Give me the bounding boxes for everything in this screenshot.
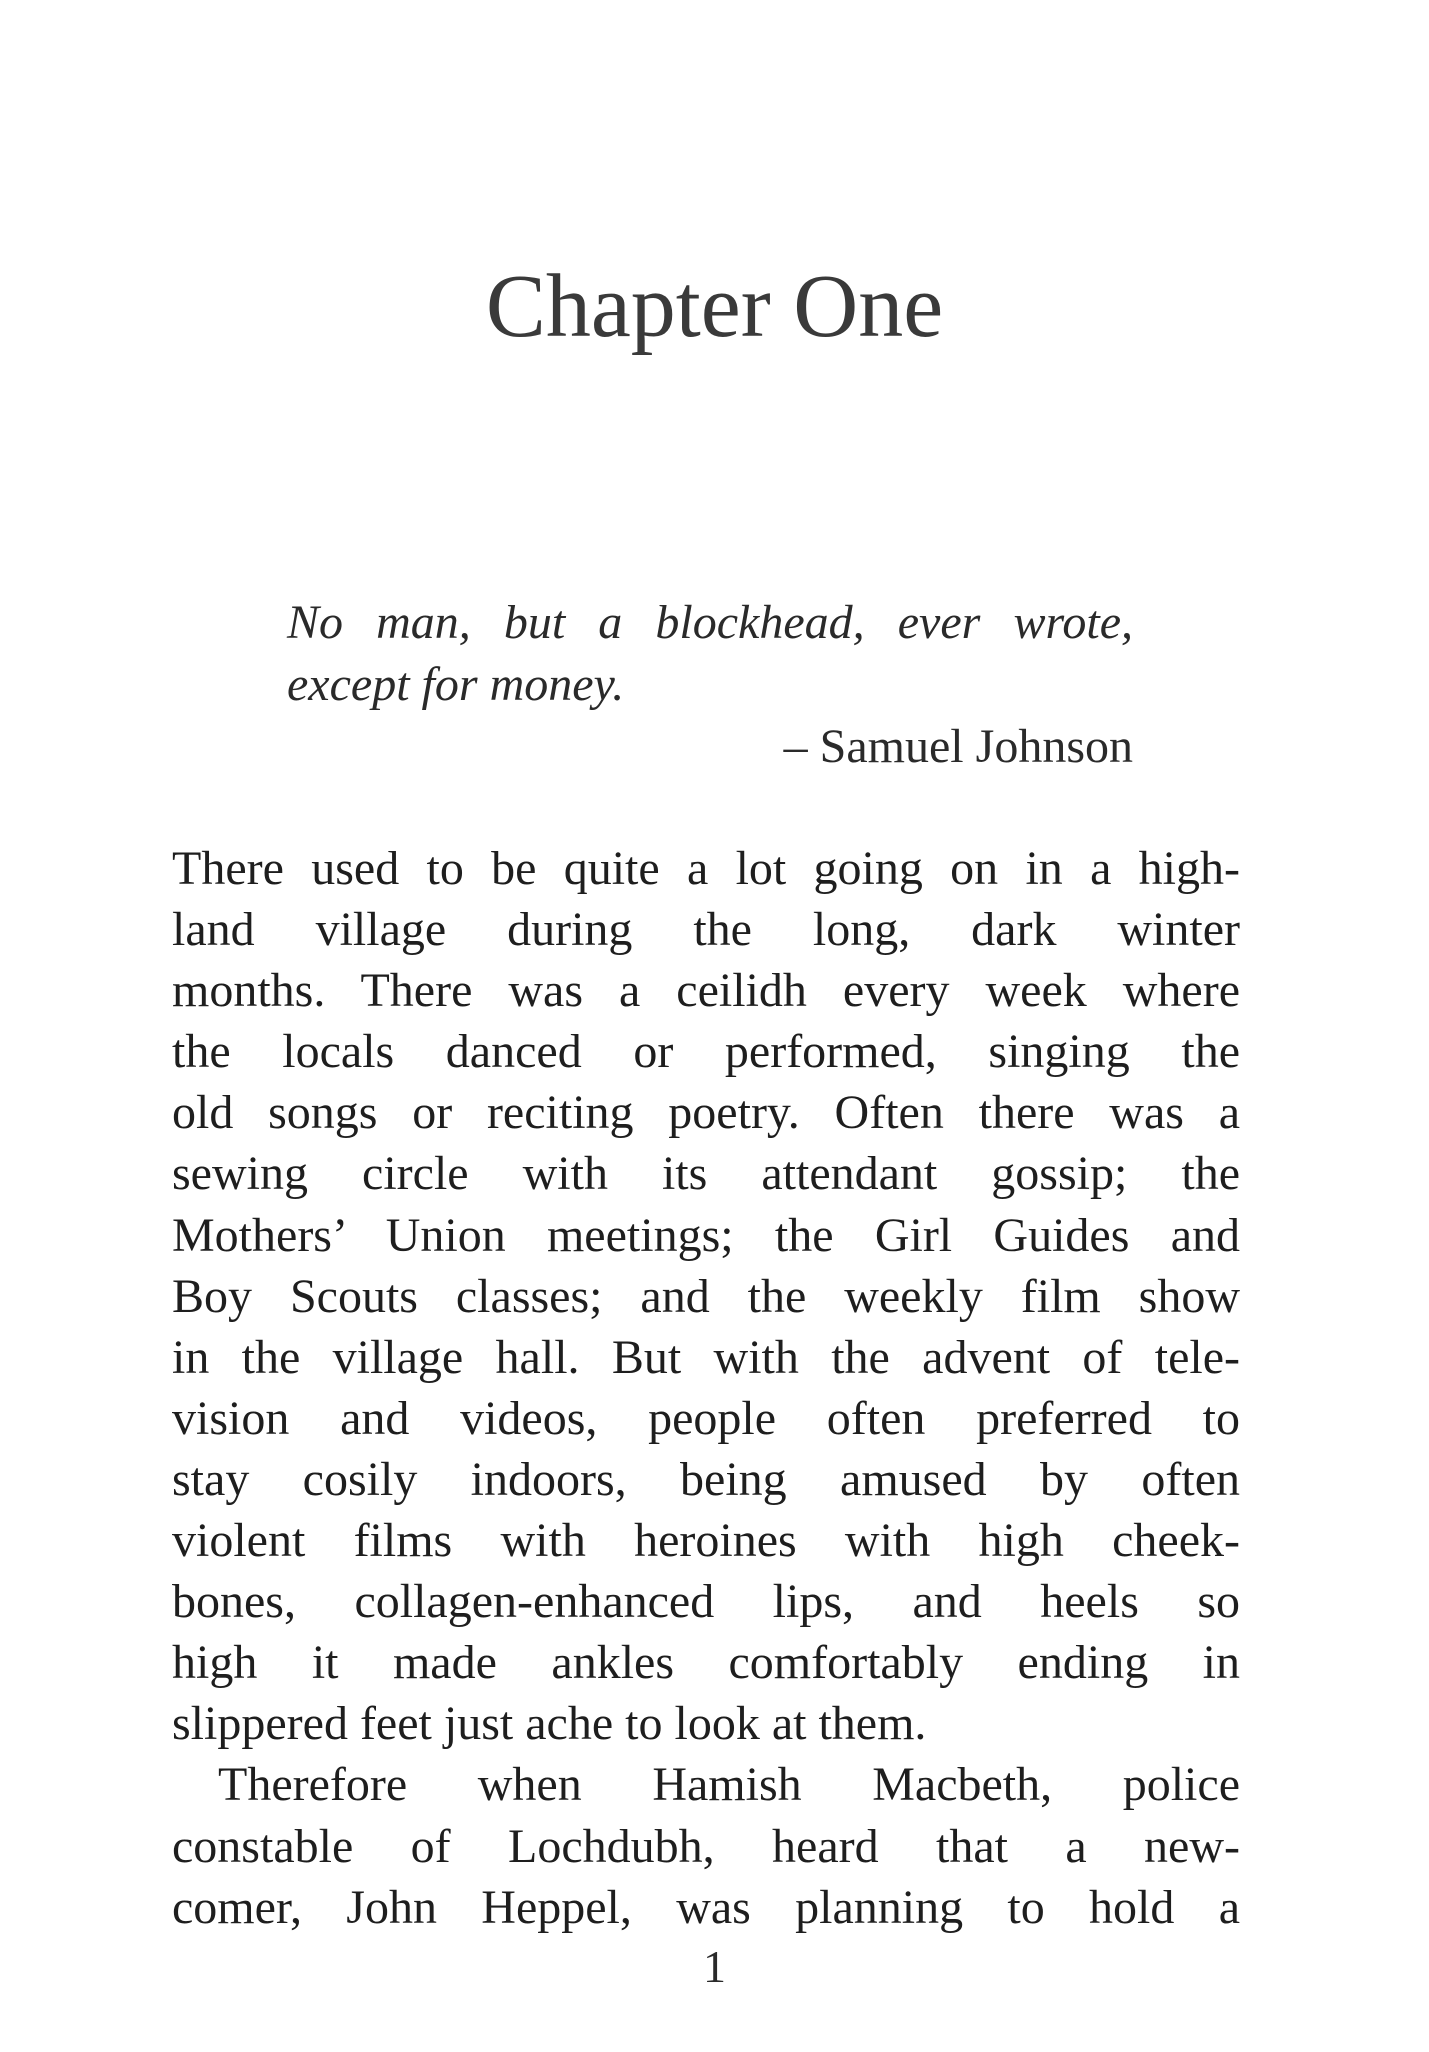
text-line: land village during the long, dark winter [172,903,1240,957]
epigraph-attribution: – Samuel Johnson [783,720,1133,773]
paragraph-1 [172,838,1240,1754]
text-line: bones, collagen-enhanced lips, and heels so [172,1575,1240,1629]
text-line: slippered feet just ache to look at them. [172,1697,927,1751]
text-line: comer, John Heppel, was planning to hold a [172,1880,1240,1934]
text-line: months. There was a ceilidh every week where [172,964,1240,1018]
paragraph-2 [172,1754,1240,1937]
text-line: sewing circle with its attendant gossip; the [172,1147,1240,1201]
text-line: old songs or reciting poetry. Often there was a [172,1086,1240,1140]
epigraph [287,592,1133,778]
text-line: in the village hall. But with the advent of tele- [172,1330,1240,1384]
text-line: stay cosily indoors, being amused by often [172,1452,1240,1506]
text-line: constable of Lochdubh, heard that a new- [172,1819,1240,1873]
text-line: the locals danced or performed, singing the [172,1025,1240,1079]
text-line: Therefore when Hamish Macbeth, police [218,1758,1240,1812]
text-line: vision and videos, people often preferred to [172,1391,1240,1445]
text-line: violent films with heroines with high cheek- [172,1514,1240,1568]
text-line: high it made ankles comfortably ending in [172,1636,1240,1690]
text-line: Mothers’ Union meetings; the Girl Guides and [172,1208,1240,1262]
page-number: 1 [703,1941,726,1992]
body-text [172,838,1240,1938]
text-line: There used to be quite a lot going on in a high- [172,842,1240,895]
chapter-title: Chapter One [485,257,944,356]
epigraph-line: No man, but a blockhead, ever wrote, [287,596,1133,649]
text-line: Boy Scouts classes; and the weekly film show [172,1269,1240,1323]
epigraph-line: except for money. [287,658,625,711]
